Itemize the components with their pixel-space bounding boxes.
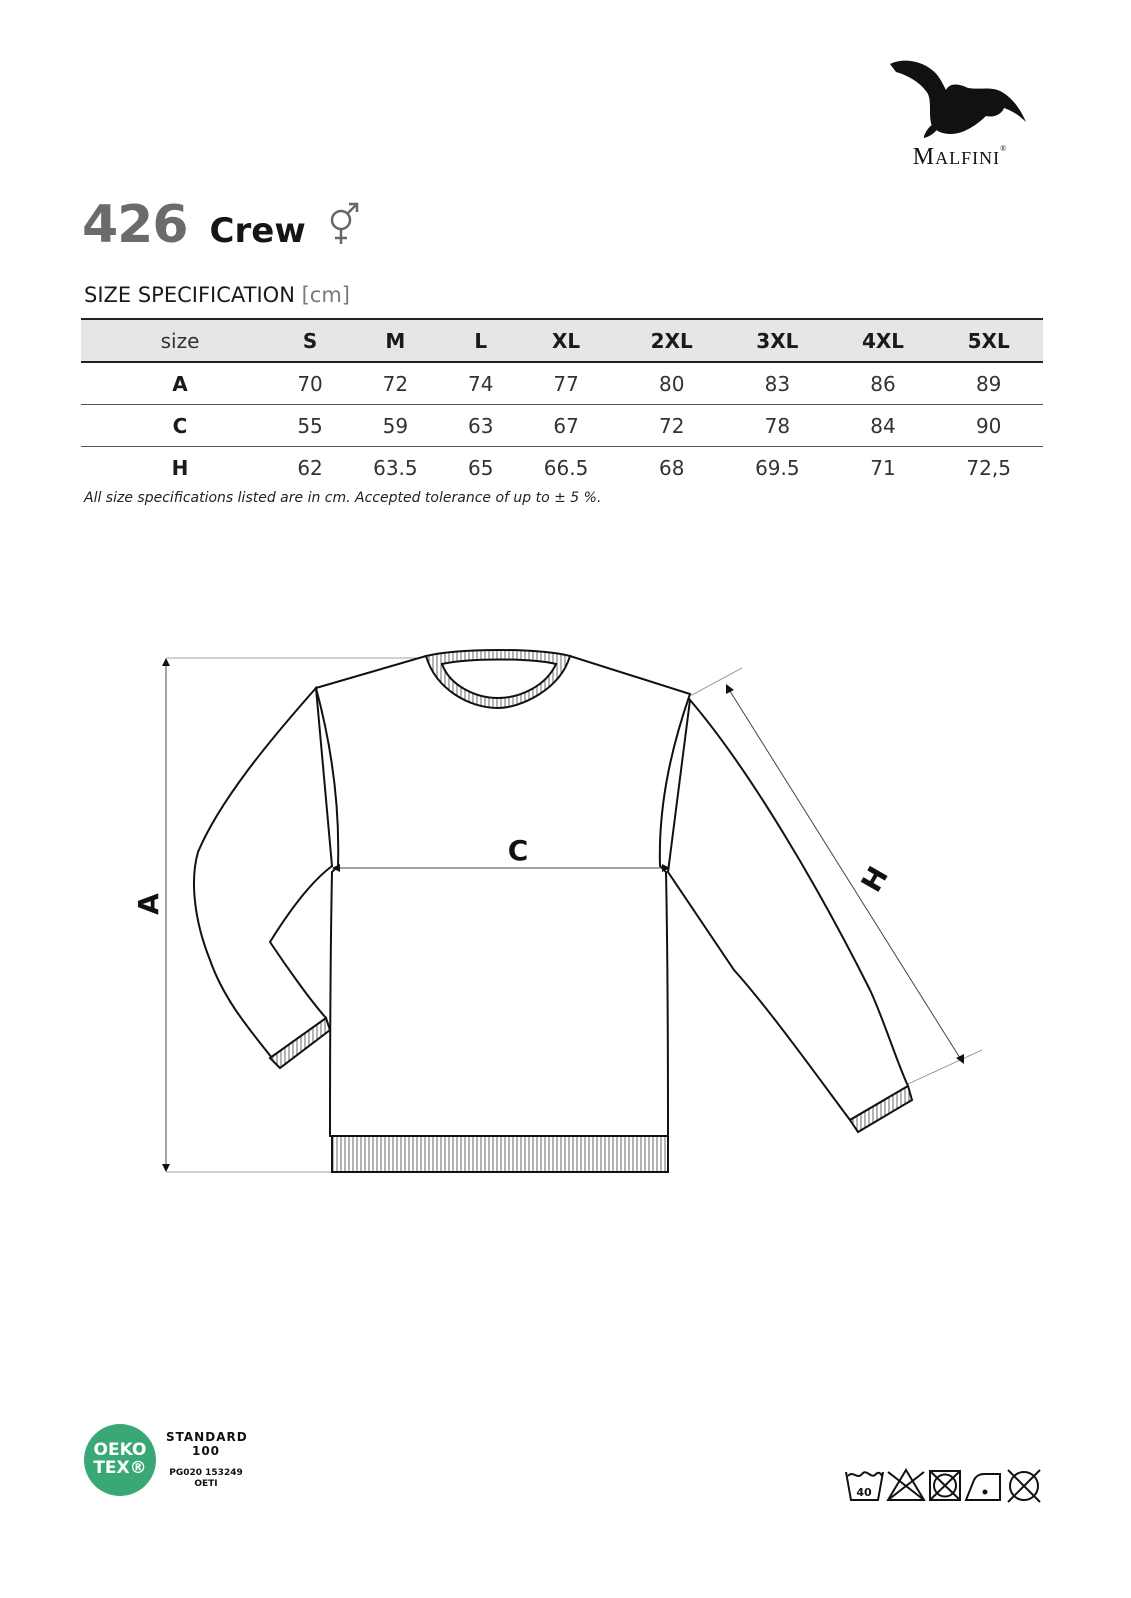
- iron-low-icon: [966, 1474, 1000, 1500]
- do-not-tumble-dry-icon: [930, 1471, 960, 1500]
- size-header: 4XL: [861, 328, 905, 353]
- measure-value: 83: [764, 371, 791, 396]
- measure-value: 68: [658, 455, 685, 480]
- measure-value: 72: [382, 371, 409, 396]
- tolerance-note: All size specifications listed are in cm. Accepted tolerance of up to ± 5 %.: [84, 490, 602, 506]
- measure-value: 63.5: [373, 455, 418, 480]
- sweater-illustration: [194, 650, 912, 1172]
- size-header-label: size: [160, 328, 200, 353]
- measure-value: 71: [870, 455, 896, 480]
- garment-diagram: [120, 590, 1000, 1190]
- care-symbols: [844, 1466, 1046, 1506]
- label-h: H: [854, 860, 895, 898]
- table-row: [81, 405, 1043, 447]
- do-not-dry-clean-icon: [1008, 1470, 1040, 1502]
- do-not-bleach-icon: [888, 1470, 924, 1500]
- size-spec-heading: SIZE SPECIFICATION [cm]: [84, 283, 350, 307]
- label-c: C: [507, 834, 529, 867]
- measure-value: 66.5: [543, 455, 589, 480]
- size-header: 5XL: [967, 328, 1010, 353]
- table-row: [81, 362, 1043, 405]
- measure-value: 62: [297, 455, 323, 480]
- measure-value: 80: [658, 371, 685, 396]
- size-header: 3XL: [756, 328, 799, 353]
- measure-value: 70: [297, 371, 323, 396]
- unisex-gender-icon: [328, 202, 362, 253]
- size-table-header-row: [81, 319, 1043, 362]
- measure-value: 72,5: [966, 455, 1011, 480]
- measure-value: 86: [870, 371, 896, 396]
- size-header: 2XL: [650, 328, 693, 353]
- oeko-tex-badge: [84, 1420, 264, 1500]
- measure-value: 69.5: [755, 455, 800, 480]
- brand-logo: [880, 52, 1060, 180]
- brand-wordmark: MALFINI®: [912, 144, 1008, 170]
- label-a: A: [132, 893, 165, 915]
- oeko-standard: STANDARD 100: [166, 1430, 248, 1458]
- eagle-icon: [880, 52, 1040, 144]
- oeko-code: PG020 153249 OETI: [169, 1468, 243, 1489]
- measure-value: 67: [553, 413, 579, 438]
- measure-value: 63: [468, 413, 494, 438]
- measure-value: 84: [870, 413, 896, 438]
- size-header: M: [385, 328, 406, 353]
- size-header: S: [302, 328, 318, 353]
- table-row: [81, 447, 1043, 489]
- size-header: XL: [551, 328, 581, 353]
- product-number: 426: [82, 195, 188, 255]
- measure-value: 72: [658, 413, 685, 438]
- oeko-tex-logo: OEKO TEX®: [84, 1424, 156, 1496]
- measure-label: H: [171, 455, 189, 480]
- measure-value: 55: [297, 413, 323, 438]
- wash-temp: 40: [856, 1486, 872, 1499]
- measure-value: 59: [382, 413, 409, 438]
- product-name: Crew: [209, 211, 306, 251]
- measure-value: 90: [975, 413, 1002, 438]
- measure-value: 74: [468, 371, 494, 396]
- measure-label: A: [172, 371, 188, 396]
- measure-value: 89: [975, 371, 1002, 396]
- size-table: [81, 318, 1043, 488]
- product-title: [82, 195, 362, 255]
- measure-value: 65: [468, 455, 494, 480]
- size-header: L: [474, 328, 488, 353]
- measure-value: 77: [553, 371, 579, 396]
- measure-label: C: [172, 413, 188, 438]
- measure-value: 78: [764, 413, 791, 438]
